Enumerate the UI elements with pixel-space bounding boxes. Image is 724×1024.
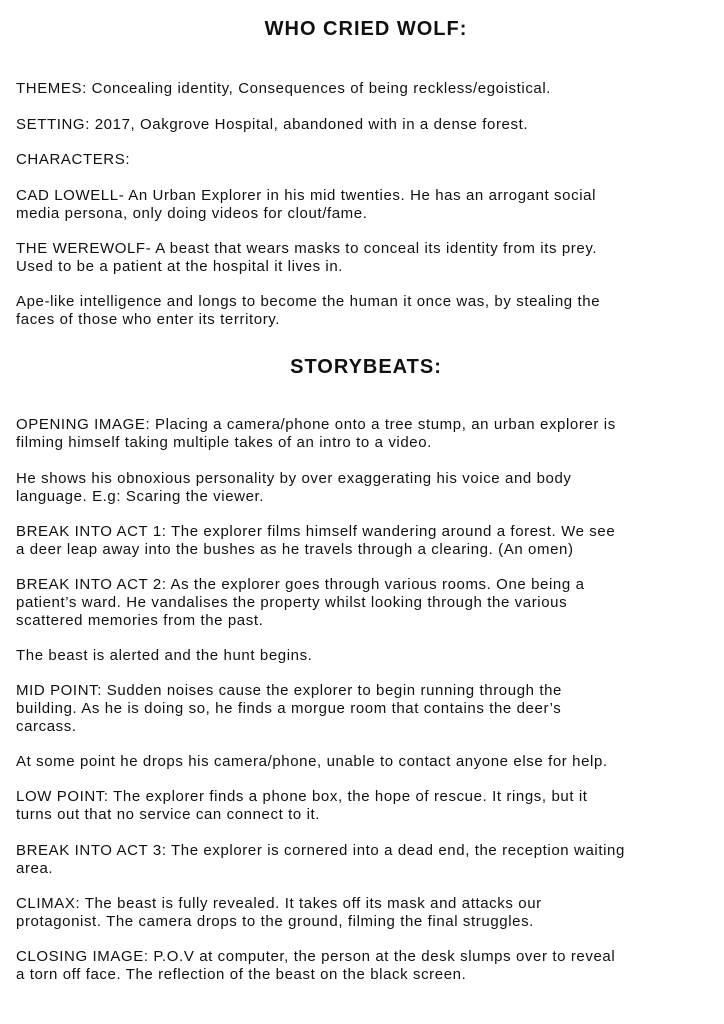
beat-opening-detail: He shows his obnoxious personality by over exaggerating his voice and body language. E.g: Scaring the viewer. (16, 470, 572, 505)
setting-line: SETTING: 2017, Oakgrove Hospital, abandoned with in a dense forest. (16, 116, 529, 133)
beat-mid-point: MID POINT: Sudden noises cause the explorer to begin running through the building. As he is doing so, he finds a morgue room that contains the deer’s carcass. (16, 682, 562, 735)
beat-drops-camera: At some point he drops his camera/phone, unable to contact anyone else for help. (16, 753, 608, 770)
themes-line: THEMES: Concealing identity, Consequences of being reckless/egoistical. (16, 80, 552, 97)
beat-hunt-begins: The beast is alerted and the hunt begins. (16, 647, 313, 664)
character-cad-lowell: CAD LOWELL- An Urban Explorer in his mid twenties. He has an arrogant social media persona, only doing videos for clout/fame. (16, 187, 597, 222)
beat-climax: CLIMAX: The beast is fully revealed. It takes off its mask and attacks our protagonist. The camera drops to the ground, filming the final struggles. (16, 895, 542, 930)
character-werewolf: THE WEREWOLF- A beast that wears masks to conceal its identity from its prey. Used to be a patient at the hospital it lives in. (16, 240, 598, 275)
beat-break-act-1: BREAK INTO ACT 1: The explorer films himself wandering around a forest. We see a deer leap away into the bushes as he travels through a clearing. (An omen) (16, 523, 616, 558)
werewolf-detail: Ape-like intelligence and longs to become the human it once was, by stealing the faces of those who enter its territory. (16, 293, 601, 328)
beat-opening-image: OPENING IMAGE: Placing a camera/phone onto a tree stump, an urban explorer is filming himself taking multiple takes of an intro to a video. (16, 416, 616, 451)
document-title: WHO CRIED WOLF: (264, 18, 468, 40)
storybeats-heading: STORYBEATS: (290, 356, 442, 378)
beat-low-point: LOW POINT: The explorer finds a phone box, the hope of rescue. It rings, but it turns out that no service can connect to it. (16, 788, 588, 823)
beat-closing-image: CLOSING IMAGE: P.O.V at computer, the person at the desk slumps over to reveal a torn off face. The reflection of the beast on the black screen. (16, 948, 616, 983)
beat-break-act-2: BREAK INTO ACT 2: As the explorer goes through various rooms. One being a patient’s ward. He vandalises the property whilst looking through the various scattered memories from the past. (16, 576, 585, 629)
beat-break-act-3: BREAK INTO ACT 3: The explorer is cornered into a dead end, the reception waiting area. (16, 842, 625, 877)
characters-heading: CHARACTERS: (16, 151, 131, 168)
